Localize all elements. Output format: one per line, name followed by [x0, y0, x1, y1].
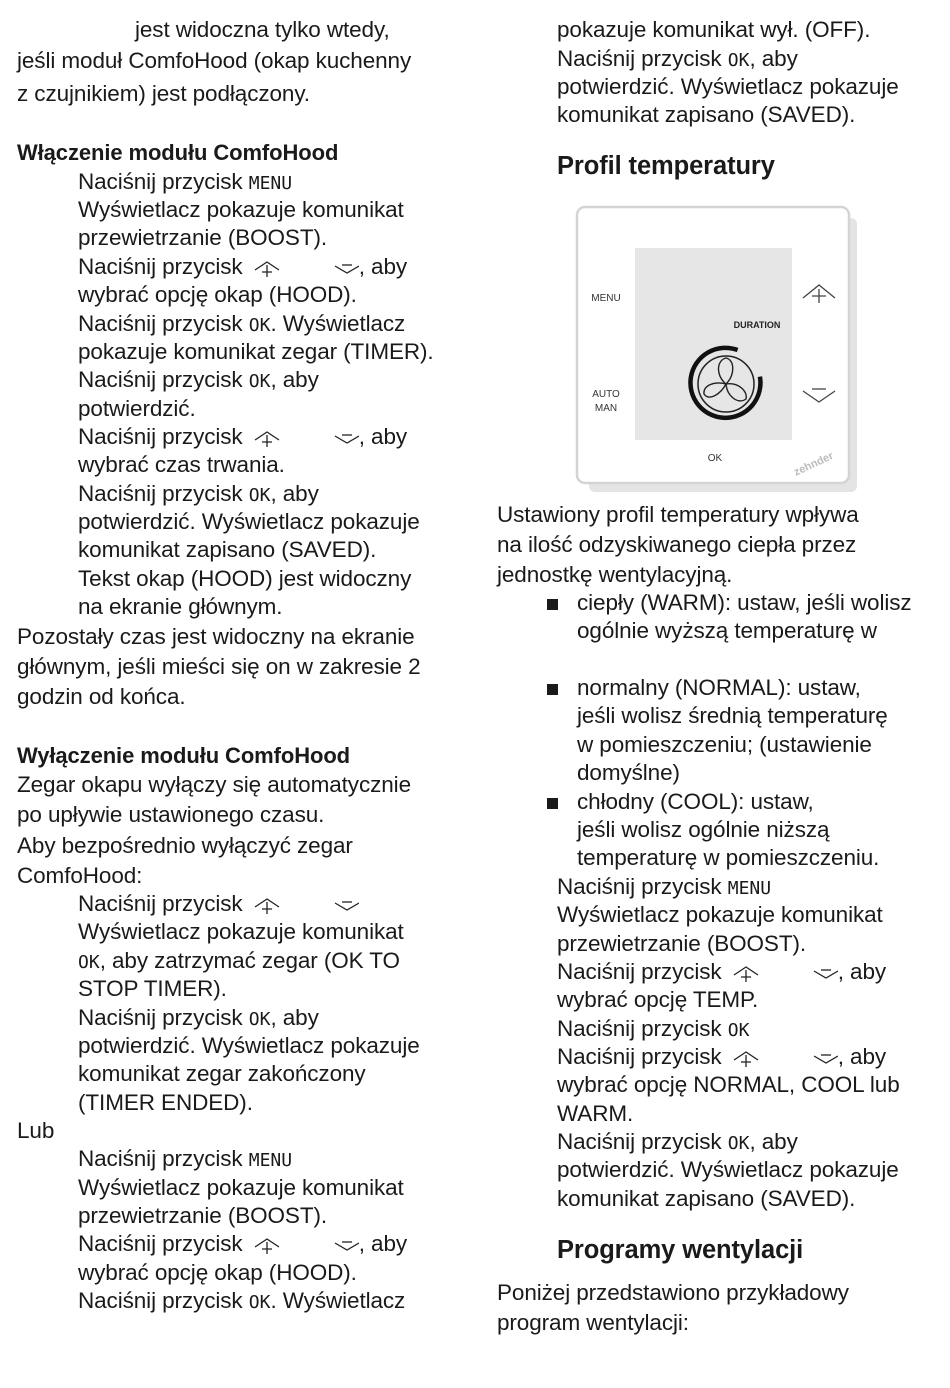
text-line: jest widoczna tylko wtedy, [135, 17, 390, 42]
text-line: Naciśnij przycisk , aby [78, 254, 408, 279]
text-line: Naciśnij przycisk OK, aby [78, 367, 319, 392]
ok-key-label: OK [248, 485, 271, 506]
ok-key-label: OK [248, 1292, 271, 1313]
text-line: potwierdzić. Wyświetlacz pokazuje [78, 1033, 420, 1058]
text-line: Lub [17, 1118, 55, 1143]
bullet-marker [547, 599, 558, 610]
ok-key-label: OK [248, 371, 271, 392]
brand-logo: zehnder [792, 449, 836, 479]
text-line: Naciśnij przycisk , aby [557, 1044, 887, 1069]
ok-key-label: OK [727, 1133, 750, 1154]
up-down-arrows-icon [249, 1233, 359, 1255]
up-down-arrows-icon [249, 256, 359, 278]
text-line: Tekst okap (HOOD) jest widoczny [78, 566, 412, 591]
text-line: Ustawiony profil temperatury wpływa [497, 502, 859, 527]
text-line: na ilość odzyskiwanego ciepła przez [497, 532, 857, 557]
up-down-arrows-icon [249, 426, 359, 448]
list-item: w pomieszczeniu; (ustawienie [577, 732, 872, 757]
text-line: WARM. [557, 1101, 634, 1126]
ok-key-label: OK [248, 315, 271, 336]
list-item: ciepły (WARM): ustaw, jeśli wolisz [577, 590, 912, 615]
text-line: program wentylacji: [497, 1310, 689, 1335]
text-line: potwierdzić. Wyświetlacz pokazuje [557, 74, 899, 99]
text-line: Poniżej przedstawiono przykładowy [497, 1280, 849, 1305]
device-screen [635, 248, 792, 440]
text-line: (TIMER ENDED). [78, 1090, 253, 1115]
text-line: Aby bezpośrednio wyłączyć zegar [17, 833, 353, 858]
text-line: Naciśnij przycisk , aby [78, 1231, 408, 1256]
up-down-arrows-icon [728, 961, 838, 983]
ok-key-label: OK [727, 50, 750, 71]
section-heading-temp-profile: Profil temperatury [557, 152, 775, 180]
text-line: Pozostały czas jest widoczny na ekranie [17, 624, 415, 649]
list-item: normalny (NORMAL): ustaw, [577, 675, 861, 700]
section-heading-hood-on: Włączenie modułu ComfoHood [17, 140, 339, 165]
text-line: Naciśnij przycisk [78, 890, 359, 918]
text-line: potwierdzić. [78, 396, 196, 421]
text-line: Naciśnij przycisk MENU [557, 874, 772, 899]
device-man-label: MAN [594, 403, 618, 414]
text-line: STOP TIMER). [78, 976, 227, 1001]
bullet-marker [547, 798, 558, 809]
text-line: Wyświetlacz pokazuje komunikat [78, 919, 404, 944]
ok-key-label: OK [78, 952, 100, 973]
text-line: komunikat zapisano (SAVED). [557, 1186, 856, 1211]
text-line: wybrać opcję okap (HOOD). [78, 1260, 357, 1285]
text-line: na ekranie głównym. [78, 594, 283, 619]
text-line: jeśli moduł ComfoHood (okap kuchenny [17, 48, 412, 73]
text-line: wybrać opcję NORMAL, COOL lub [557, 1072, 900, 1097]
text-line: ComfoHood: [17, 863, 143, 888]
list-item: domyślne) [577, 760, 680, 785]
list-item: chłodny (COOL): ustaw, [577, 789, 814, 814]
bullet-marker [547, 684, 558, 695]
menu-key-label: MENU [248, 173, 293, 194]
text-line: Naciśnij przycisk OK. Wyświetlacz [78, 1288, 406, 1313]
text-line: jednostkę wentylacyjną. [497, 562, 733, 587]
text-line: Naciśnij przycisk OK, aby [557, 46, 798, 71]
text-line: przewietrzanie (BOOST). [557, 931, 807, 956]
up-down-arrows-icon [249, 893, 359, 915]
text-line: Naciśnij przycisk MENU [78, 169, 293, 194]
list-item: ogólnie wyższą temperaturę w [577, 618, 877, 643]
device-menu-label: MENU [591, 293, 621, 304]
text-line: Naciśnij przycisk OK, aby [557, 1129, 798, 1154]
text-line: Naciśnij przycisk OK. Wyświetlacz [78, 311, 406, 336]
text-line: przewietrzanie (BOOST). [78, 1203, 328, 1228]
text-line: pokazuje komunikat zegar (TIMER). [78, 339, 434, 364]
text-line: Naciśnij przycisk , aby [557, 959, 887, 984]
list-item: temperaturę w pomieszczeniu. [577, 845, 880, 870]
section-heading-hood-off: Wyłączenie modułu ComfoHood [17, 743, 351, 768]
text-line: Wyświetlacz pokazuje komunikat [78, 197, 404, 222]
text-line: pokazuje komunikat wył. (OFF). [557, 17, 871, 42]
text-line: wybrać czas trwania. [78, 452, 285, 477]
ok-key-label: OK [727, 1020, 750, 1041]
menu-key-label: MENU [727, 878, 772, 899]
text-line: komunikat zapisano (SAVED). [78, 537, 377, 562]
text-line: z czujnikiem) jest podłączony. [17, 81, 310, 106]
text-line: Zegar okapu wyłączy się automatycznie [17, 772, 411, 797]
text-line: komunikat zegar zakończony [78, 1061, 366, 1086]
text-line: godzin od końca. [17, 684, 186, 709]
text-line: po upływie ustawionego czasu. [17, 802, 325, 827]
device-ok-label: OK [707, 453, 723, 464]
list-item: jeśli wolisz ogólnie niższą [577, 817, 830, 842]
control-unit-illustration [575, 205, 857, 492]
text-line: Naciśnij przycisk OK, aby [78, 481, 319, 506]
text-line: wybrać opcję okap (HOOD). [78, 282, 357, 307]
text-line: Naciśnij przycisk OK, aby [78, 1005, 319, 1030]
device-auto-label: AUTO [592, 389, 620, 400]
text-line: Naciśnij przycisk , aby [78, 424, 408, 449]
menu-key-label: MENU [248, 1150, 293, 1171]
text-line: potwierdzić. Wyświetlacz pokazuje [557, 1157, 899, 1182]
text-line: Wyświetlacz pokazuje komunikat [557, 902, 883, 927]
text-line: Naciśnij przycisk MENU [78, 1146, 293, 1171]
text-line: głównym, jeśli mieści się on w zakresie 2 [17, 654, 421, 679]
up-down-arrows-icon [728, 1046, 838, 1068]
text-line: przewietrzanie (BOOST). [78, 225, 328, 250]
ok-key-label: OK [248, 1009, 271, 1030]
text-line: wybrać opcję TEMP. [557, 987, 759, 1012]
text-line: komunikat zapisano (SAVED). [557, 102, 856, 127]
text-line: OK, aby zatrzymać zegar (OK TO [78, 948, 400, 973]
text-line: Wyświetlacz pokazuje komunikat [78, 1175, 404, 1200]
list-item: jeśli wolisz średnią temperaturę [577, 703, 888, 728]
text-line: potwierdzić. Wyświetlacz pokazuje [78, 509, 420, 534]
section-heading-vent-programs: Programy wentylacji [557, 1236, 804, 1264]
device-duration-label: DURATION [733, 320, 781, 330]
text-line: Naciśnij przycisk OK [557, 1016, 750, 1041]
